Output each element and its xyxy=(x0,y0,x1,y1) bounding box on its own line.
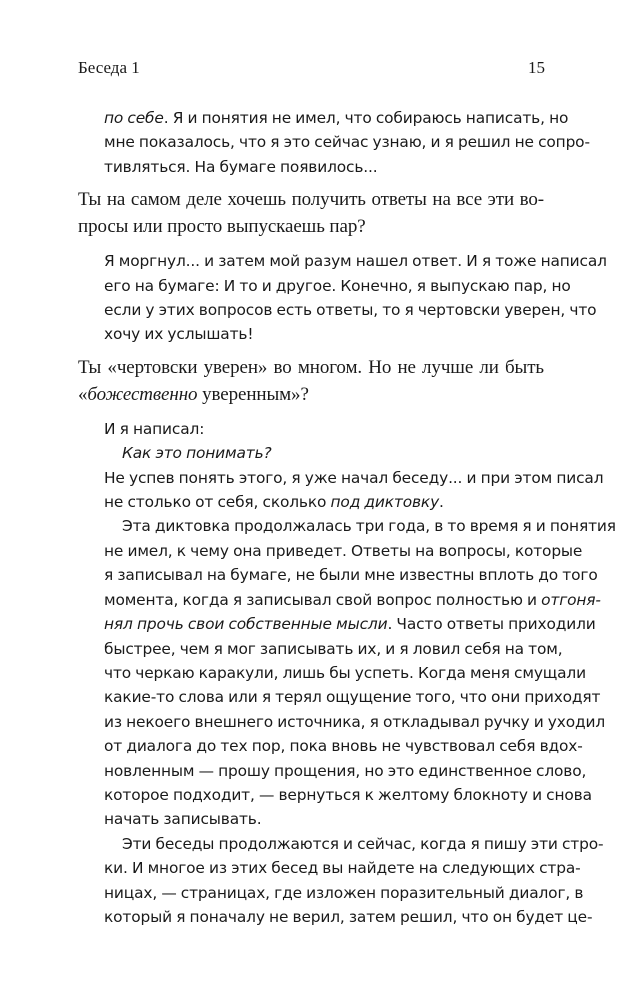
italic-text: по себе xyxy=(104,109,164,127)
author-paragraph-5: Эти беседы продолжаются и сейчас, когда я пишу эти стро- ки. И многое из этих бесед вы найдете на следующих стра- ницах, — страницах, где изложен поразительный диалог, в который я поначалу не верил, затем решил, что он будет це- xyxy=(104,834,604,926)
italic-text: под диктовку xyxy=(330,493,440,512)
author-paragraph-1: по себе. Я и понятия не имел, что собираюсь написать, но мне показалось, что я это сейчас узнаю, и я решил не сопро- тивляться. На бумаге появилось... xyxy=(104,109,590,176)
author-paragraph-4: Эта диктовка продолжалась три года, в то время я и понятия не имел, к чему она приведет. Ответы на вопросы, которые я записывал на бумаге, не были мне известны вплоть до того момента, когда я записывал свой вопрос полностью и отгоня- нял прочь свои собственные мысли. Часто ответы приходили быстрее, чем я мог записывать их, и я ловил себя на том, что черкаю каракули, лишь бы успеть. Когда меня смущали какие-то слова или я терял ощущение того, что они приходят из некоего внешнего источника, я откладывал ручку и уходил от диалога до тех пор, пока вновь не чувствовал себя вдох- новленным — прошу прощения, но это единственное слово, которое подходит, — вернуться к желтому блокноту и снова начать записывать. xyxy=(104,517,616,829)
chapter-title: Беседа 1 xyxy=(78,58,140,77)
italic-text: отгоня- xyxy=(541,590,601,609)
italic-text: божественно xyxy=(87,383,198,405)
running-header xyxy=(78,58,547,84)
page-body xyxy=(78,106,616,936)
author-paragraph-3: И я написал: Как это понимать? Не успев понять этого, я уже начал беседу... и при этом писал не столько от себя, сколько под диктовку. xyxy=(104,419,604,512)
italic-text: нял прочь свои собственные мысли xyxy=(104,615,388,634)
god-reply-1: Ты на самом деле хочешь получить ответы на все эти во- просы или просто выпускаешь пар? xyxy=(78,189,544,238)
page-number: 15 xyxy=(528,58,545,77)
author-paragraph-2: Я моргнул... и затем мой разум нашел ответ. И я тоже написал его на бумаге: И то и другое. Конечно, я выпускаю пар, но если у этих вопросов есть ответы, то я чертовски уверен, что хочу их услышать! xyxy=(104,252,607,344)
god-reply-2: Ты «чертовски уверен» во многом. Но не лучше ли быть «божественно уверенным»? xyxy=(78,356,544,405)
italic-text: Как это понимать? xyxy=(122,444,272,463)
